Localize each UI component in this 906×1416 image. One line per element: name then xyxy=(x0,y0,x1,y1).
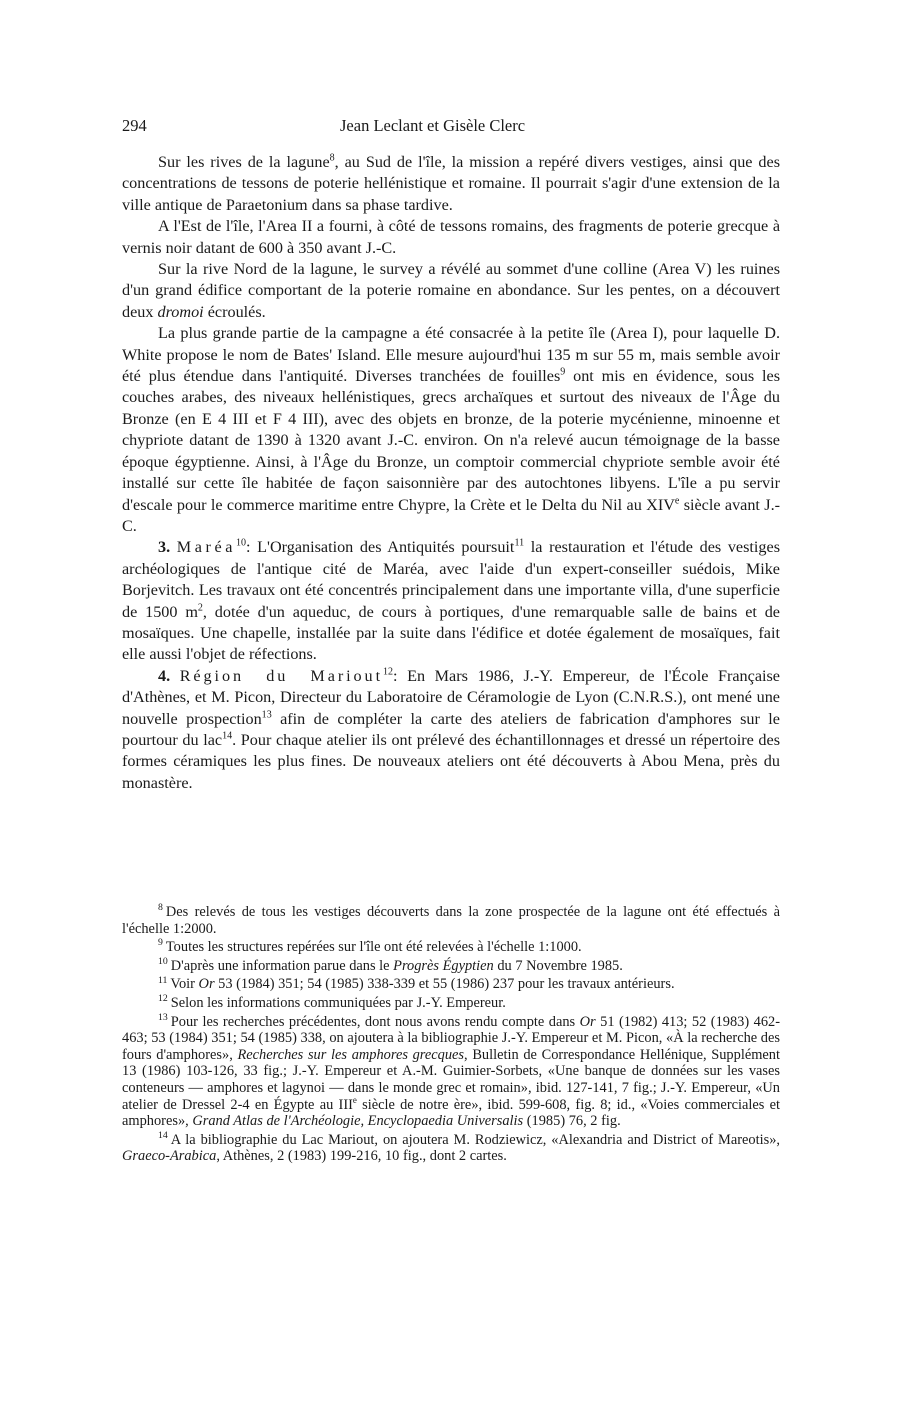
section-name: Région du Mariout xyxy=(179,666,383,685)
footnotes xyxy=(122,904,780,1167)
footnote-14 xyxy=(122,1129,780,1165)
text: , dotée d'un aqueduc, de cours à portiques, d'une remarquable salle de bains et de mosaïques. Une chapelle, installée par la suite dans l'édifice et dotée également de mosaïques, fait elle aussi l'objet de réfections. xyxy=(122,602,780,664)
footnote-text: Selon les informations communiquées par J.-Y. Empereur. xyxy=(170,994,506,1011)
paragraph-mariout xyxy=(122,666,780,794)
italic-title: Or xyxy=(579,1013,596,1030)
italic-term: dromoi xyxy=(157,302,204,321)
italic-title: Progrès Égyptien xyxy=(393,957,494,974)
footnote-text: 53 (1984) 351; 54 (1985) 338-339 et 55 (1986) 237 pour les travaux antérieurs. xyxy=(214,976,675,993)
text: : En Mars 1986, J.-Y. Empereur, de l'École Française d'Athènes, et M. Picon, Directeur du Laboratoire de Céramologie de Lyon (C.N.R.S.), ont mené une nouvelle prospection xyxy=(122,666,780,728)
footnote-text: (1985) 76, 2 fig. xyxy=(523,1113,621,1130)
paragraph-marea xyxy=(122,537,780,665)
footnote-text: Voir xyxy=(170,976,199,993)
footnote-ref: 14 xyxy=(222,730,233,742)
italic-title: Graeco-Arabica xyxy=(122,1148,217,1165)
footnote-ref: 8 xyxy=(329,152,335,164)
paragraph-lagune xyxy=(122,152,780,216)
text: la restauration et l'étude des vestiges archéologiques de l'antique cité de Maréa, avec l'aide d'un expert-conseiller suédois, Mike Borjevitch. Les travaux ont été concentrés principalement dans une importante villa, d'une superficie de 1500 m xyxy=(122,538,780,621)
paragraph-area-ii: A l'Est de l'île, l'Area II a fourni, à côté de tessons romains, des fragments de poterie grecque à vernis noir datant de 600 à 350 avant J.-C. xyxy=(122,217,780,257)
superscript: e xyxy=(352,1094,357,1105)
text: . Pour chaque atelier ils ont prélevé des échantillonnages et dressé un répertoire des formes céramiques les plus fines. De nouveaux ateliers ont été découverts à Abou Mena, près du monastère. xyxy=(122,730,780,792)
footnote-ref: 13 xyxy=(261,709,272,721)
body-text xyxy=(122,152,780,794)
footnote-ref: 10 xyxy=(235,537,246,549)
paragraph-area-v xyxy=(122,259,780,323)
footnote-number: 12 xyxy=(158,993,168,1005)
text: écroulés. xyxy=(203,302,266,321)
footnote-text: 51 (1982) 413; 52 (1983) 462-463; 53 (1984) 351; 54 (1985) 338, on ajoutera à la bibliographie J.-Y. Empereur et M. Picon, «À la recherche des fours d'amphores», xyxy=(122,1013,781,1063)
page xyxy=(122,112,781,1165)
footnote-number: 10 xyxy=(158,955,168,967)
text: , au Sud de l'île, la mission a repéré divers vestiges, ainsi que des concentrations de tessons de poterie hellénistique et romaine. Il pourrait s'agir d'une extension de la ville antique de Paraetonium dans sa phase tardive. xyxy=(122,153,780,214)
running-head xyxy=(122,112,780,140)
section-number: 4. xyxy=(158,666,171,685)
text: Sur la rive Nord de la lagune, le survey a révélé au sommet d'une colline (Area V) les ruines d'un grand édifice comportant de la poterie romaine en abondance. Sur les pentes, on a découvert deux xyxy=(122,260,780,321)
footnote-11 xyxy=(122,976,780,993)
footnote-text: Pour les recherches précédentes, dont nous avons rendu compte dans xyxy=(170,1013,580,1030)
footnote-text: , Bulletin de Correspondance Hellénique, Supplément 13 (1986) 103-126, 33 fig.; J.-Y. Empereur et A.-M. Guimier-Sorbets, «Une banque de données sur les vases conteneurs — amphores et lagynoi — dans le monde grec et romain», ibid. 127-141, 7 fig.; J.-Y. Empereur, «Un atelier de Dressel 2-4 en Égypte au III xyxy=(122,1046,780,1113)
footnote-12 xyxy=(122,995,780,1012)
footnote-number: 11 xyxy=(158,974,168,986)
footnote-ref: 9 xyxy=(560,366,566,378)
footnote-text: , Athènes, 2 (1983) 199-216, 10 fig., dont 2 cartes. xyxy=(216,1148,507,1165)
footnote-text: Toutes les structures repérées sur l'île ont été relevées à l'échelle 1:1000. xyxy=(165,939,582,956)
footnote-10 xyxy=(122,955,780,975)
footnote-text: Des relevés de tous les vestiges découverts dans la zone prospectée de la lagune ont été effectués à l'échelle 1:2000. xyxy=(122,904,780,937)
running-title: Jean Leclant et Gisèle Clerc xyxy=(340,116,526,135)
superscript: 2 xyxy=(197,602,203,614)
footnote-9 xyxy=(122,939,780,956)
superscript: e xyxy=(674,495,680,507)
footnote-text: A la bibliographie du Lac Mariout, on ajoutera M. Rodziewicz, «Alexandria and District of Mareotis», xyxy=(170,1131,780,1148)
footnote-8 xyxy=(122,904,780,937)
footnote-text: D'après une information parue dans le xyxy=(170,957,394,974)
text: ont mis en évidence, sous les couches arabes, des niveaux hellénistiques, grecs archaïques et surtout des niveaux de l'Âge du Bronze (en E 4 III et F 4 III), avec des objets en bronze, de la poterie mycénienne, minoenne et chypriote datant de 1390 à 1320 avant J.-C. environ. On n'a relevé aucun témoignage de la basse époque égyptienne. Ainsi, à l'Âge du Bronze, un comptoir commercial chypriote semble avoir été installé sur cette île habitée de façon saisonnière par des autochtones libyens. L'île a pu servir d'escale pour le commerce maritime entre Chypre, la Crète et le Delta du Nil au XIV xyxy=(122,367,781,514)
section-name: Maréa xyxy=(176,538,236,557)
footnote-number: 8 xyxy=(158,902,163,914)
footnote-number: 9 xyxy=(158,937,163,949)
text: La plus grande partie de la campagne a été consacrée à la petite île (Area I), pour laquelle D. White propose le nom de Bates' Island. Elle mesure aujourd'hui 135 m sur 55 m, mais semble avoir été plus étendue dans l'antiquité. Diverses tranchées de fouilles xyxy=(122,324,780,386)
footnote-number: 14 xyxy=(158,1129,168,1141)
section-number: 3. xyxy=(158,538,171,557)
text: : L'Organisation des Antiquités poursuit xyxy=(246,538,515,557)
footnote-text: siècle de notre ère», ibid. 599-608, fig. 8; id., «Voies commerciales et amphores», xyxy=(122,1096,781,1130)
footnote-number: 13 xyxy=(158,1011,168,1023)
footnote-ref: 12 xyxy=(383,666,394,678)
footnote-text: du 7 Novembre 1985. xyxy=(493,957,623,974)
paragraph-area-i xyxy=(122,323,780,537)
footnote-ref: 11 xyxy=(514,537,525,549)
text: siècle avant J.-C. xyxy=(122,495,781,535)
text: Sur les rives de la lagune xyxy=(158,153,330,171)
italic-title: Recherches sur les amphores grecques xyxy=(237,1046,465,1063)
page-number: 294 xyxy=(122,116,147,135)
italic-title: Grand Atlas de l'Archéologie, Encyclopaedia Universalis xyxy=(192,1113,524,1130)
text: afin de compléter la carte des ateliers de fabrication d'amphores sur le pourtour du lac xyxy=(122,709,780,749)
footnote-13 xyxy=(122,1011,781,1130)
italic-title: Or xyxy=(198,976,215,993)
